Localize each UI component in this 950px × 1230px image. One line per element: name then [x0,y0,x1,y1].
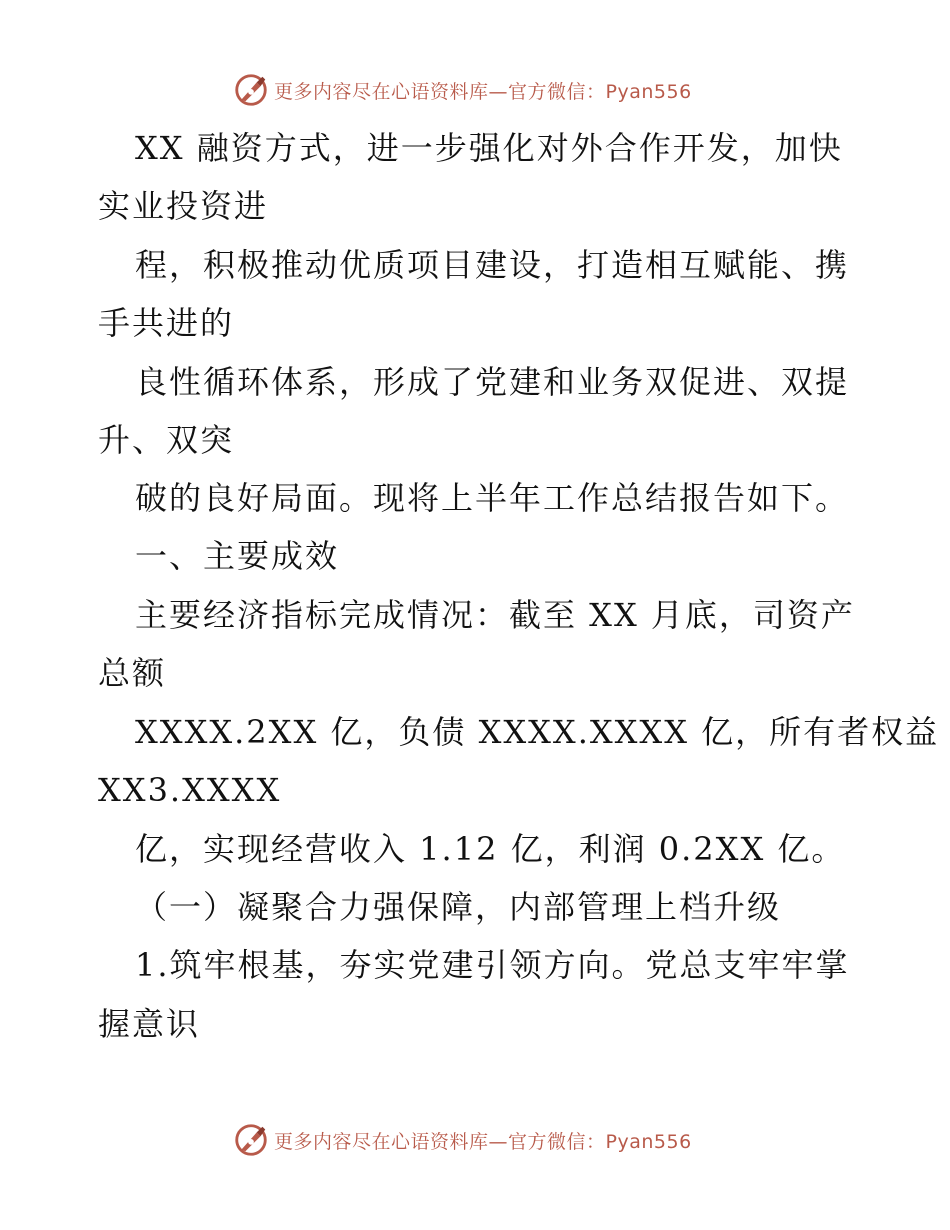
paragraph-line: XXXX.2XX 亿，负债 XXXX.XXXX 亿，所有者权益 [135,713,940,751]
paragraph-line: 主要经济指标完成情况：截至 XX 月底，司资产 [135,596,855,634]
paragraph-line: 破的良好局面。现将上半年工作总结报告如下。 [135,479,850,517]
paragraph-line: 握意识 [98,1005,201,1043]
watermark-text: 更多内容尽在心语资料库—官方微信：Pyan556 [274,80,692,103]
subsection-heading: （一）凝聚合力强保障，内部管理上档升级 [135,888,782,926]
paragraph-line: 亿，实现经营收入 1.12 亿，利润 0.2XX 亿。 [135,830,846,868]
paragraph-line: 手共进的 [98,304,235,342]
paragraph-line: 总额 [98,654,167,692]
paragraph-line: 程，积极推动优质项目建设，打造相互赋能、携 [135,246,850,284]
paragraph-line: 升、双突 [98,421,235,459]
paragraph-line: 良性循环体系，形成了党建和业务双促进、双提 [135,363,850,401]
pen-circle-logo-icon [232,71,270,109]
watermark-text: 更多内容尽在心语资料库—官方微信：Pyan556 [274,1130,692,1153]
footer-watermark [232,1120,692,1160]
paragraph-line: 1.筑牢根基，夯实党建引领方向。党总支牢牢掌 [135,946,850,984]
header-watermark [232,70,692,110]
paragraph-line: XX3.XXXX [98,771,282,809]
section-heading: 一、主要成效 [135,537,340,575]
paragraph-line: XX 融资方式，进一步强化对外合作开发，加快 [135,129,843,167]
pen-circle-logo-icon [232,1121,270,1159]
paragraph-line: 实业投资进 [98,187,269,225]
